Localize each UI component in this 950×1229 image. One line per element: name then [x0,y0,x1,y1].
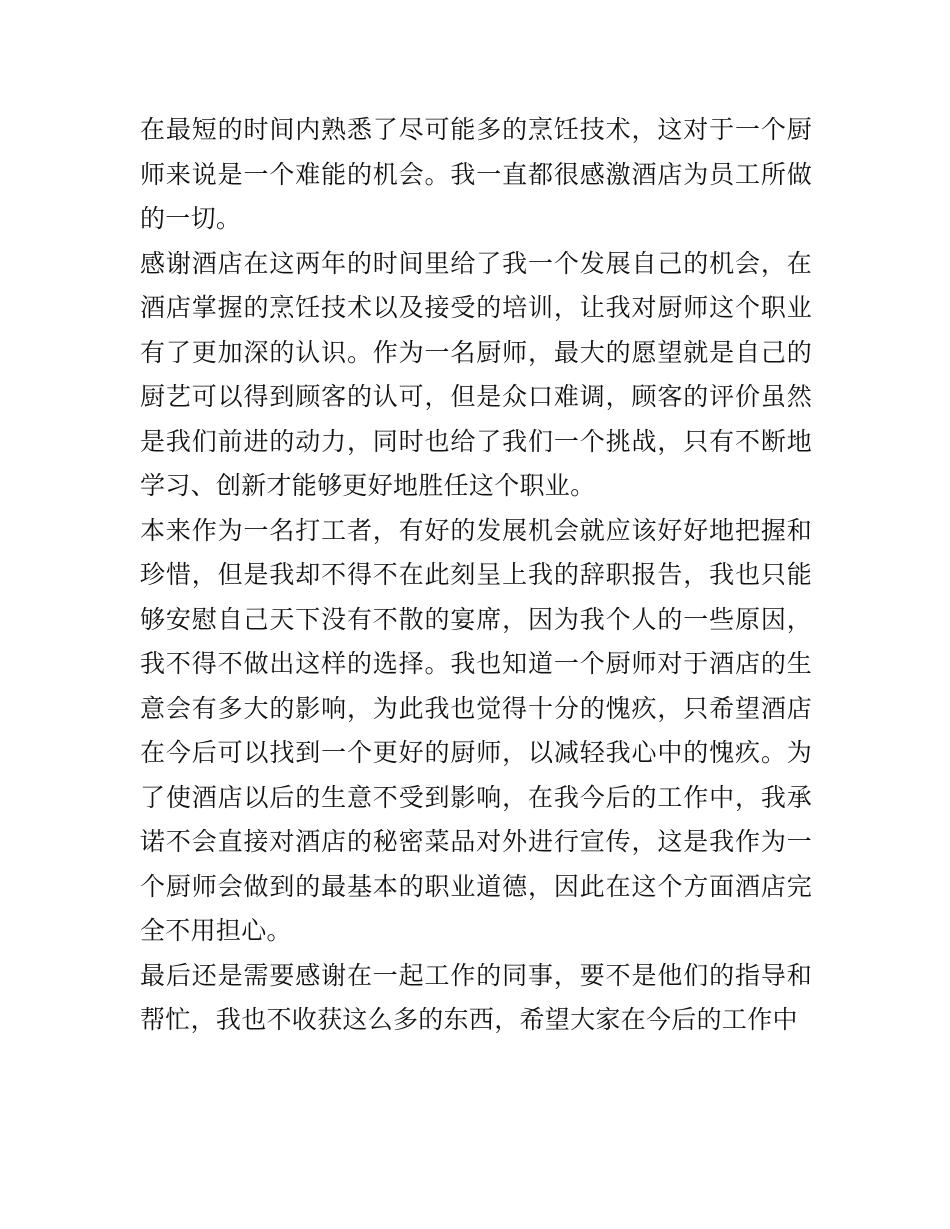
paragraph-3: 本来作为一名打工者，有好的发展机会就应该好好地把握和珍惜，但是我却不得不在此刻呈上我的辞职报告，我也只能够安慰自己天下没有不散的宴席，因为我个人的一些原因，我不得不做出这样的选择。我也知道一个厨师对于酒店的生意会有多大的影响，为此我也觉得十分的愧疚，只希望酒店在今后可以找到一个更好的厨师，以减轻我心中的愧疚。为了使酒店以后的生意不受到影响，在我今后的工作中，我承诺不会直接对酒店的秘密菜品对外进行宣传，这是我作为一个厨师会做到的最基本的职业道德，因此在这个方面酒店完全不用担心。 [140,515,812,945]
paragraph-4: 最后还是需要感谢在一起工作的同事，要不是他们的指导和帮忙，我也不收获这么多的东西，希望大家在今后的工作中 [140,960,812,1034]
paragraph-2: 感谢酒店在这两年的时间里给了我一个发展自己的机会，在酒店掌握的烹饪技术以及接受的培训，让我对厨师这个职业有了更加深的认识。作为一名厨师，最大的愿望就是自己的厨艺可以得到顾客的认可，但是众口难调，顾客的评价虽然是我们前进的动力，同时也给了我们一个挑战，只有不断地学习、创新才能够更好地胜任这个职业。 [140,248,812,500]
paragraph-1: 在最短的时间内熟悉了尽可能多的烹饪技术，这对于一个厨师来说是一个难能的机会。我一直都很感激酒店为员工所做的一切。 [140,115,812,233]
document-body [140,108,812,1043]
